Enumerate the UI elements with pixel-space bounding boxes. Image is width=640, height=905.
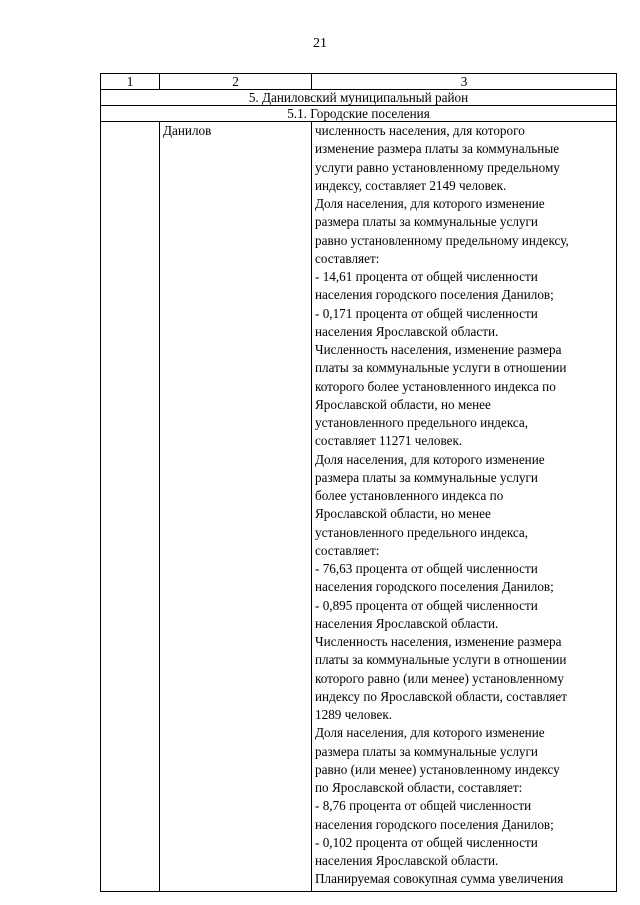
settlement-name-cell: Данилов [160, 122, 312, 892]
description-line: Численность населения, изменение размера [315, 634, 562, 649]
description-line: численность населения, для которого [315, 123, 525, 138]
section-row [101, 90, 617, 106]
description-line: населения Ярославской области. [315, 853, 499, 868]
description-line: составляет: [315, 542, 380, 558]
page-number: 21 [313, 36, 327, 51]
description-line: Ярославской области, но менее [315, 506, 491, 522]
description-line: по Ярославской области, составляет: [315, 780, 523, 795]
description-line: услуги равно установленному предельному [315, 159, 560, 175]
row-number-cell [101, 122, 160, 892]
description-line: которого равно (или менее) установленному [315, 670, 564, 686]
subsection-title: 5.1. Городские поселения [101, 106, 617, 122]
description-line: индексу, составляет 2149 человек. [315, 177, 507, 193]
description-line: составляет 11271 человек. [315, 433, 463, 449]
description-line: платы за коммунальные услуги в отношении [315, 360, 567, 376]
description-line: размера платы за коммунальные услуги [315, 743, 538, 759]
column-header-3: 3 [312, 74, 617, 90]
header-row [101, 74, 617, 90]
description-line: Ярославской области, но менее [315, 396, 491, 412]
description-line: размера платы за коммунальные услуги [315, 214, 538, 230]
description-line: - 0,102 процента от общей численности [315, 834, 538, 850]
description-line: составляет: [315, 250, 380, 266]
description-line: Доля населения, для которого изменение [315, 451, 545, 467]
description-line: - 14,61 процента от общей численности [315, 269, 538, 284]
subsection-row [101, 106, 617, 122]
description-line: - 0,895 процента от общей численности [315, 597, 538, 613]
description-line: - 0,171 процента от общей численности [315, 305, 538, 321]
description-line: населения городского поселения Данилов; [315, 579, 554, 595]
description-line: Доля населения, для которого изменение [315, 725, 545, 741]
description-line: установленного предельного индекса, [315, 415, 529, 430]
description-line: индексу по Ярославской области, составляет [315, 688, 567, 704]
description-line: которого более установленного индекса по [315, 378, 556, 394]
description-line: населения городского поселения Данилов; [315, 287, 554, 303]
description-line: изменение размера платы за коммунальные [315, 141, 560, 157]
description-line: платы за коммунальные услуги в отношении [315, 652, 567, 668]
description-line: 1289 человек. [315, 707, 393, 722]
description-line: Доля населения, для которого изменение [315, 196, 545, 211]
description-line: более установленного индекса по [315, 488, 504, 503]
description-line: населения Ярославской области. [315, 323, 499, 339]
description-cell [312, 122, 617, 892]
description-line: установленного предельного индекса, [315, 524, 529, 540]
description-line: равно (или менее) установленному индексу [315, 761, 560, 777]
description-line: - 76,63 процента от общей численности [315, 561, 538, 576]
column-header-1: 1 [101, 74, 160, 90]
description-line: Планируемая совокупная сумма увеличения [315, 871, 564, 887]
column-header-2: 2 [160, 74, 312, 90]
description-line: населения городского поселения Данилов; [315, 816, 554, 832]
description-line: размера платы за коммунальные услуги [315, 469, 538, 485]
table-row [101, 122, 617, 892]
description-line: - 8,76 процента от общей численности [315, 798, 532, 814]
description-line: Численность населения, изменение размера [315, 342, 562, 357]
description-line: равно установленному предельному индексу, [315, 232, 569, 248]
section-title: 5. Даниловский муниципальный район [101, 90, 617, 106]
data-table [100, 73, 617, 892]
description-line: населения Ярославской области. [315, 615, 499, 631]
